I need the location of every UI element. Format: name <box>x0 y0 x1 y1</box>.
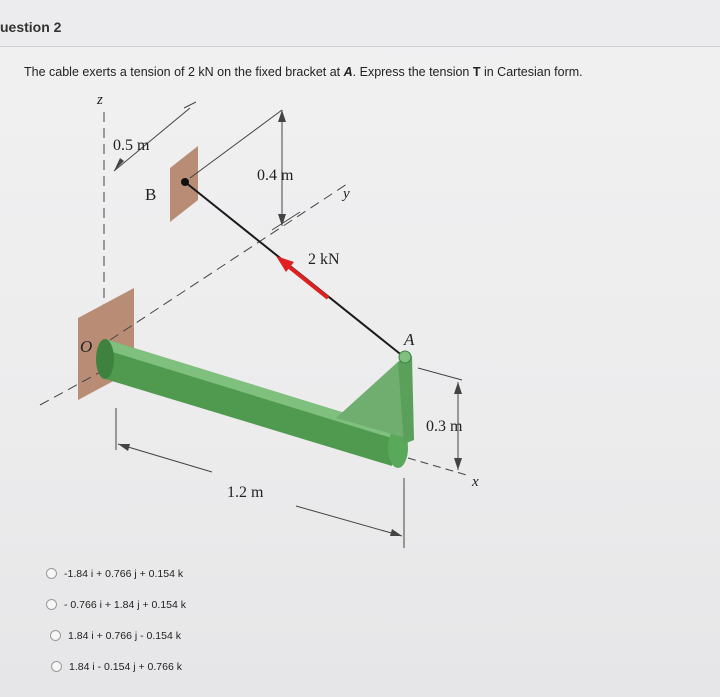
question-prompt <box>24 65 583 79</box>
question-title: uestion 2 <box>0 19 62 35</box>
answer-option-1[interactable] <box>46 566 186 581</box>
dim-03-arrow-bot <box>454 458 462 470</box>
y-axis-label: y <box>343 186 350 202</box>
dim-03-arrow-top <box>454 382 462 394</box>
answer-options <box>46 566 186 690</box>
answer-label-3: 1.84 i + 0.766 j - 0.154 k <box>68 629 181 642</box>
x-axis-label: x <box>472 474 479 490</box>
point-a-marker <box>399 351 411 363</box>
radio-button-3[interactable] <box>50 630 61 641</box>
dim-03-ext-top <box>418 368 462 380</box>
dim-04-label: 0.4 m <box>257 167 294 184</box>
radio-button-2[interactable] <box>46 599 57 610</box>
dim-12-arrow-left <box>118 444 130 451</box>
dim-12-arrow-right <box>390 529 402 536</box>
question-header <box>0 0 720 47</box>
radio-button-4[interactable] <box>51 661 62 672</box>
answer-option-4[interactable] <box>51 659 186 674</box>
answer-label-4: 1.84 i - 0.154 j + 0.766 k <box>69 660 182 673</box>
dim-12-line-b <box>296 506 402 536</box>
dim-12-label: 1.2 m <box>227 484 264 501</box>
dim-05-tick <box>184 102 196 108</box>
point-b-marker <box>181 178 189 186</box>
dim-05-label: 0.5 m <box>113 137 150 154</box>
answer-label-1: -1.84 i + 0.766 j + 0.154 k <box>64 567 184 580</box>
prompt-vector: T <box>472 65 481 79</box>
bracket-figure <box>0 80 560 555</box>
answer-option-3[interactable] <box>50 628 186 643</box>
prompt-text-post: in Cartesian form. <box>480 65 583 79</box>
prompt-text-pre: The cable exerts a tension of 2 kN on the fixed bracket at <box>24 65 344 79</box>
z-axis-label: z <box>97 92 103 108</box>
radio-button-1[interactable] <box>46 568 57 579</box>
prompt-point: A <box>343 65 353 79</box>
answer-option-2[interactable] <box>46 597 186 612</box>
point-a-label: A <box>404 330 415 349</box>
force-label: 2 kN <box>308 251 340 268</box>
answer-label-2: - 0.766 i + 1.84 j + 0.154 k <box>64 598 187 611</box>
origin-label: O <box>80 337 93 356</box>
dim-04-arrow-bot <box>278 214 286 226</box>
point-b-label: B <box>145 185 157 204</box>
dim-12-line-a <box>118 444 212 472</box>
force-arrow-shaft <box>288 266 328 298</box>
prompt-text-mid: . Express the tension <box>352 65 473 79</box>
dim-03-label: 0.3 m <box>426 418 463 435</box>
dim-04-tick <box>272 212 300 230</box>
